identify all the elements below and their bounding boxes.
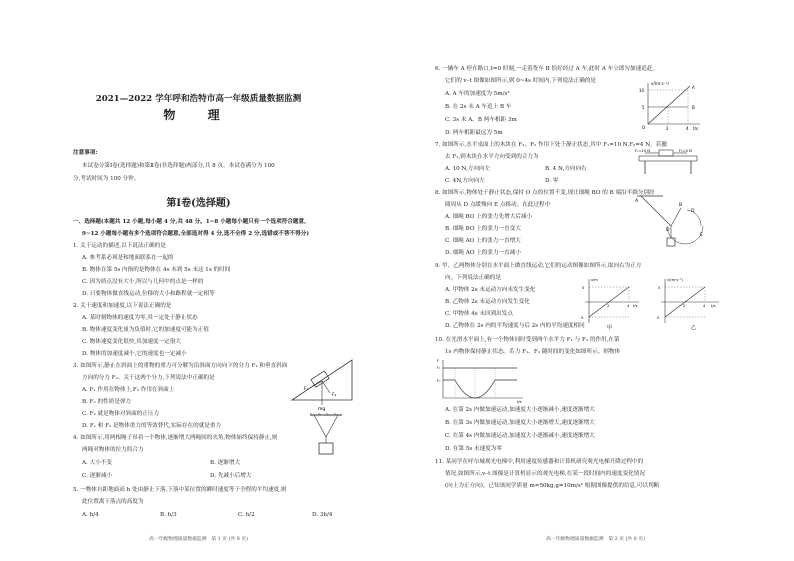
q2-option: B. 物体速度变化量为负值时,它的加速度可能为正值 (82, 327, 209, 333)
q6-option: A. A 车的加速度为 5m/s² (445, 91, 510, 97)
instruction-line: 一、选择题(本题共 12 小题,每小题 4 分,共 48 分。1~8 小题每小题只有一个选项符合题意, (73, 219, 307, 225)
q3-option: B. F₂ 的性质是弹力 (82, 399, 132, 405)
exam-header: 2021—2022 学年呼和浩特市高一年级质量数据监测 (95, 94, 302, 104)
q4-hanging-figure (306, 413, 346, 458)
q9-graph-jia (580, 278, 639, 331)
q9-graph-yi (656, 278, 719, 331)
q3-stem: 方向的分力 F₂。关于这两个分力,下列说法中正确的是 (82, 375, 215, 381)
q11-stem: (向上为正方向)。已知该同学质量 m=50kg,g=10m/s² 根据图像提供的信息,可以判断 (445, 483, 660, 489)
q1-option: A. 参考系必须是和地面联系在一起的 (82, 255, 174, 261)
q3-f2-label: F₂ (332, 393, 337, 398)
svg-text:5: 5 (582, 286, 585, 290)
svg-text:5: 5 (658, 286, 661, 290)
q6-option: D. 两车相距最远为 5m (445, 130, 503, 136)
q9-option: A. 甲物体 2s 末运动方向未发生变化 (445, 287, 536, 293)
q6-stem: 6. 一辆车 A 停在路口,t=0 时刻,一走着货车 B 恰好经过 A 车,此时 A 车立即匀加速追赶, (435, 66, 655, 72)
q8-option: D. 细绳 AO 上的张力一直减小 (445, 250, 521, 256)
q10-option: D. 在第 5s 末速度为零 (445, 446, 502, 452)
q5-stem: 此位置离下落点的高度为 (82, 499, 144, 505)
notice-line: 本试卷分第Ⅰ卷(选择题)和第Ⅱ卷(非选择题)两部分,共 8 页。本试卷满分为 100 (82, 163, 275, 169)
q7-stem: 去 F₁,则木块在水平方向受到的合力为 (445, 154, 539, 160)
q7-option: C. 4N,方向向左 (445, 178, 485, 184)
q4-option: B. 逐渐增大 (210, 460, 241, 466)
q9-option: D. 乙物体在 2s 内的平均速度与后 2s 内的平均速度相同 (445, 323, 585, 329)
q4-option: C. 逐渐减小 (82, 473, 113, 479)
q10-option: B. 在第 3s 内做加速运动,加速度大小逐渐增大,速度逐渐增大 (445, 420, 595, 426)
q6-x2: 2 (666, 126, 669, 131)
q9-stem: 向。下列说法正确的是 (445, 275, 501, 281)
q10-stem: 10. 在光滑水平面上,有一个物体同时受到两个水平力 F₁ 与 F₂ 的作用,在第 (435, 337, 620, 343)
svg-text:F₁: F₁ (437, 366, 441, 370)
q9-option: C. 甲物体 4s 末回到出发点 (445, 311, 513, 317)
q4-option: A. 大小不变 (82, 460, 112, 466)
q8-option: B. 细绳 BO 上的张力一直变大 (445, 226, 521, 232)
q2-option: A. 某时刻物体的速度为零,其一定处于静止状态 (82, 315, 198, 321)
q10-option: C. 在第 4s 内做加速运动,加速度大小逐渐减小,速度逐渐增大 (445, 433, 595, 439)
q10-ft-graph (437, 358, 527, 404)
section-title: 第Ⅰ卷(选择题) (166, 198, 231, 209)
q5-option: C. h/2 (238, 512, 255, 518)
q6-y5: 5 (642, 105, 645, 110)
svg-text:t/s: t/s (517, 400, 522, 404)
q8-label-e: E (700, 233, 703, 238)
q4-stem: 两绳对物体的拉力的合力 (82, 447, 144, 453)
q6-option: C. 3s 末 A、B 两车相距 3m (445, 117, 517, 123)
q6-y10: 10 (639, 88, 645, 93)
svg-text:t/s: t/s (633, 304, 638, 308)
q2-option: D. 物体的加速度减小,它的速度也一定减小 (82, 351, 187, 357)
q9-option: B. 乙物体 2s 末运动方向发生变化 (445, 299, 530, 305)
q3-f1-label: F₁ (304, 387, 309, 392)
svg-text:4: 4 (703, 304, 706, 308)
svg-text:x/m: x/m (591, 278, 598, 282)
q11-stem: 情况,如图所示,v–t 图像是计算机显示的观光电梯,在某一段时间内的速度变化情况 (445, 471, 645, 477)
q3-option: C. F₂ 就是物体对斜面的正压力 (82, 411, 160, 417)
q8-rope-figure (633, 190, 705, 252)
svg-text:2: 2 (607, 304, 610, 308)
q6-origin: O (642, 125, 646, 130)
q3-g-label: mg (318, 407, 326, 412)
q7-f1-label: F₁=10 N (635, 149, 650, 153)
q11-stem: 11. 某同学在呼尔城观光电梯中,利用速度传感器和计算机研究观光电梯升降过程中的 (435, 459, 644, 465)
q1-option: B. 物体在第 5s 内指的是物体在 4s 末到 5s 末这 1s 的时间 (82, 267, 231, 273)
q2-option: C. 物体速度变化很快,其加速度一定很大 (82, 339, 181, 345)
q6-label-b: B (692, 105, 695, 110)
q7-f2-label: F₂=4 N (679, 149, 692, 153)
q6-label-a: A (692, 85, 695, 90)
svg-text:v/(m·s⁻¹): v/(m·s⁻¹) (667, 278, 683, 282)
q5-option: A. h/4 (82, 512, 99, 518)
page-footer: 高一年级物理质量数据监测 第 1 页 (共 8 页) (148, 537, 249, 542)
q6-option: B. 在 2s 末 A 车追上 B 车 (445, 104, 512, 110)
q7-option: B. 4 N,方向向右 (545, 166, 587, 172)
subject-title: 物 理 (163, 108, 234, 122)
q4-option: D. 先减小后增大 (210, 473, 252, 479)
q8-label-b: B (679, 203, 683, 208)
q8-label-a: A (635, 199, 639, 204)
q10-stem: 1s 内物体保持静止状态。若力 F₁、F₂ 随时间的变化如图所示。则物体 (445, 349, 621, 355)
svg-text:-5: -5 (656, 316, 660, 320)
q9-label-jia: 甲 (607, 325, 613, 331)
q8-label-o: O (666, 228, 670, 233)
notice-line: 分,考试时间为 100 分钟。 (73, 176, 140, 182)
svg-text:F₂: F₂ (437, 379, 441, 383)
q5-option: D. 3h/4 (312, 512, 333, 518)
q3-option: A. F₁ 作用在物体上,F₂ 作用在斜面上 (82, 387, 175, 393)
q1-option: D. 只要物体做直线运动,位移的大小和路程就一定相等 (82, 291, 215, 297)
q9-label-yi: 乙 (691, 325, 697, 331)
q7-option: A. 10 N,方向向左 (445, 166, 491, 172)
svg-text:-5: -5 (580, 316, 584, 320)
page-right (397, 0, 794, 561)
notice-title: 注意事项: (73, 150, 98, 156)
q6-stem: 它们的 v–t 图像如图所示,则 0~4s 时间内,下列说法正确的是 (445, 78, 597, 84)
q8-option: A. 细绳 BO 上的张力先增大后减小 (445, 214, 533, 220)
svg-text:4: 4 (627, 304, 630, 308)
q8-stem: 圆周从 D 点缓慢向 E 点移动。在此过程中 (445, 202, 551, 208)
q8-option: C. 细绳 AO 上的张力一直增大 (445, 238, 521, 244)
q7-stem: 7. 如图所示,水平桌面上的木块在 F₁、F₂ 作用下处于静止状态,其中 F₁=10 N,F₂=4 N。若撤 (435, 142, 667, 148)
q5-option: B. h/3 (160, 512, 177, 518)
q6-ylabel: v/(m·s⁻¹) (651, 81, 669, 86)
q1-option: C. 因为质点没有大小,所以与几何中的点是一样的 (82, 279, 204, 285)
q8-stem: 8. 如图所示,物体处于静止状态,保持 O 点的位置不变,现让细绳 BO 的 B 端沿半圆分别经 (435, 190, 655, 196)
q3-stem: 3. 如图所示,静止在斜面上的重物的重力可分解为沿斜面方向向下的分力 F₁ 和垂直斜面 (73, 363, 288, 369)
q6-x4: 4 (686, 126, 689, 131)
q9-stem: 9. 甲、乙两物体分别在水平面上做直线运动,它们的运动图像如图所示,取向右为正方 (435, 263, 642, 269)
q3-option: D. F₁ 和 F₂ 是物体重力的等效替代,实际存在的就是重力 (82, 423, 222, 429)
page-footer: 高一年级物理质量数据监测 第 2 页 (共 8 页) (545, 537, 646, 542)
svg-text:F: F (437, 359, 440, 363)
q8-label-d: D (691, 209, 695, 214)
q3-incline-figure (290, 355, 360, 410)
q6-vt-graph (634, 80, 704, 132)
instruction-line: 9~12 小题每小题有多个选项符合题意,全部选对得 4 分,选不全得 2 分,选错或不答不得分) (82, 231, 309, 237)
q2-stem: 2. 关于速度和加速度,以下说法正确的是 (73, 303, 172, 309)
q9-graphs (577, 275, 727, 330)
svg-text:t/s: t/s (711, 304, 716, 308)
q5-stem: 5. 一物体自距地面高 h 处由静止下落,下落中某位置的瞬时速度等于全程的平均速度,则 (73, 487, 287, 493)
svg-text:2: 2 (683, 304, 686, 308)
q7-block-figure (635, 150, 705, 176)
q10-option: A. 在第 2s 内做加速运动,加速度大小逐渐减小,速度逐渐增大 (445, 407, 595, 413)
q7-option: D. 零 (545, 178, 559, 184)
q6-xlabel: t/s (693, 126, 698, 131)
q1-stem: 1. 关于运动的描述,以下说法正确的是 (73, 243, 166, 249)
q4-stem: 4. 如图所示,用两根绳子吊着一个物体,逐渐增大两绳间的夹角,物体始终保持静止,则 (73, 435, 278, 441)
